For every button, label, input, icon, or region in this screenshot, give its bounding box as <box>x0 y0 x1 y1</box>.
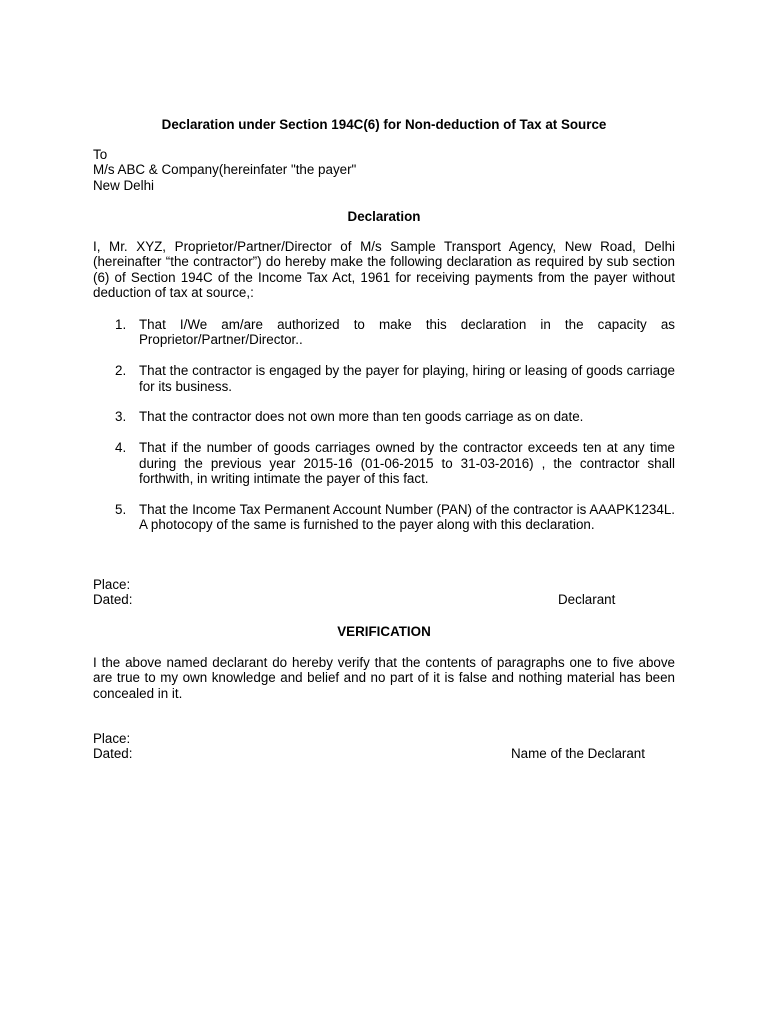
list-item-text: That the Income Tax Permanent Account Number (PAN) of the contractor is AAAPK1234L. A photocopy of the same is furnished to the payer along with this declaration. <box>139 501 675 533</box>
list-item <box>93 409 675 424</box>
list-item-number: 3. <box>115 409 127 425</box>
list-item <box>93 363 675 394</box>
intro-paragraph: I, Mr. XYZ, Proprietor/Partner/Director of M/s Sample Transport Agency, New Road, Delhi (hereinafter “the contractor”) do hereby make the following declaration as required by sub section (6) of Section 194C of the Income Tax Act, 1961 for receiving payments from the payer without deduction of tax at source,: <box>93 239 675 301</box>
signature-block-declaration <box>93 577 675 608</box>
place-label: Place: <box>93 577 131 592</box>
list-item <box>93 317 675 348</box>
address-company: M/s ABC & Company(hereinfater "the payer" <box>93 162 357 178</box>
list-item-text: That I/We am/are authorized to make this declaration in the capacity as Proprietor/Partner/Director.. <box>139 317 675 348</box>
list-item-number: 2. <box>115 363 127 379</box>
address-to: To <box>93 147 108 162</box>
dated-label: Dated: <box>93 746 133 762</box>
list-item <box>93 502 675 533</box>
list-item-number: 4. <box>115 440 127 456</box>
dated-label: Dated: <box>93 592 133 608</box>
document-title: Declaration under Section 194C(6) for Non-deduction of Tax at Source <box>161 117 607 132</box>
list-item <box>93 440 675 486</box>
recipient-address <box>93 147 356 193</box>
declaration-heading: Declaration <box>347 209 421 224</box>
address-city: New Delhi <box>93 177 155 193</box>
list-item-text: That if the number of goods carriages owned by the contractor exceeds ten at any time during the previous year 2015-16 (01-06-2015 to 31-03-2016) , the contractor shall forthwith, in writing intimate the payer of this fact. <box>139 440 675 487</box>
signature-block-verification <box>93 731 675 762</box>
declarant-name-label: Name of the Declarant <box>511 746 645 762</box>
declaration-list <box>93 317 675 548</box>
verification-paragraph: I the above named declarant do hereby verify that the contents of paragraphs one to five above are true to my own knowledge and belief and no part of it is false and nothing material has been concealed in it. <box>93 655 675 701</box>
list-item-text: That the contractor does not own more than ten goods carriage as on date. <box>139 409 584 425</box>
verification-heading: VERIFICATION <box>337 624 431 639</box>
list-item-number: 5. <box>115 501 127 517</box>
place-label: Place: <box>93 731 131 746</box>
declarant-signature-label: Declarant <box>558 592 616 608</box>
list-item-text: That the contractor is engaged by the payer for playing, hiring or leasing of goods carriage for its business. <box>139 363 675 394</box>
list-item-number: 1. <box>115 317 127 332</box>
